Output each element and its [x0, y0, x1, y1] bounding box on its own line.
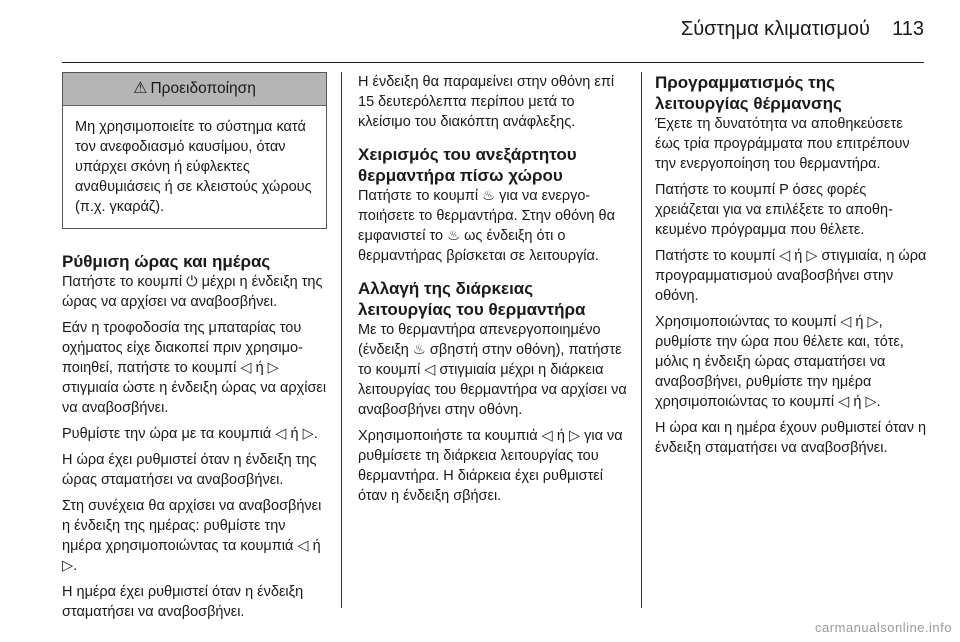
paragraph: Στη συνέχεια θα αρχίσει να αναβοσβήνει η ένδειξη της ημέρας: ρυθμίστε την ημέρα χρησιμοποιώντας τα κουμπιά ◁ ή ▷. — [62, 498, 322, 574]
warning-header — [63, 73, 326, 106]
section-title: Προγραμματισμός της λειτουργίας θέρμανσης — [655, 73, 842, 113]
column-divider-2 — [641, 72, 642, 608]
paragraph: Χρησιμοποιήστε τα κουμπιά ◁ ή ▷ για να ρυθμίσετε τη διάρκεια λειτουργίας του θερμαντήρα. Η διάρκεια έχει ρυθμιστεί όταν η ένδειξη σβήσει. — [358, 428, 623, 504]
page-header-title: Σύστημα κλιματισμού — [680, 18, 870, 40]
paragraph: Πατήστε το κουμπί P όσες φορές χρειάζεται για να επιλέξετε το αποθηκευμένο πρόγραμμα που θέλετε. — [655, 182, 893, 238]
warning-box — [62, 72, 327, 229]
paragraph: Ρυθμίστε την ώρα με τα κουμπιά ◁ ή ▷. — [62, 426, 318, 442]
paragraph: Πατήστε το κουμπί ⏻ μέχρι η ένδειξη της ώρας να αρχίσει να αναβοσβήνει. — [62, 274, 323, 310]
warning-title: Προειδοποίηση — [150, 80, 256, 97]
column-divider-1 — [341, 72, 342, 608]
footer-watermark: carmanualsonline.info — [815, 620, 952, 635]
column-2 — [358, 72, 628, 512]
warning-text: Μη χρησιμοποιείτε το σύστημα κατά τον ανεφοδιασμό καυσίμου, όταν υπάρχει σκόνη ή εύφλεκτες αναθυμιάσεις ή σε κλειστούς χώρους (π.χ. γκαράζ). — [75, 119, 312, 215]
section-rear-heater — [358, 144, 628, 266]
header-rule — [62, 62, 924, 63]
section-title: Αλλαγή της διάρκειας λειτουργίας του θερμαντήρα — [358, 279, 586, 319]
paragraph: Η ένδειξη θα παραμείνει στην οθόνη επί 15 δευτερόλεπτα περίπου μετά το κλείσιμο του διακόπτη ανάφλεξης. — [358, 74, 615, 130]
page-number: 113 — [892, 18, 924, 40]
paragraph: Η ημέρα έχει ρυθμιστεί όταν η ένδειξη σταματήσει να αναβοσβήνει. — [62, 584, 304, 620]
section-heater-duration — [358, 278, 628, 506]
paragraph: Εάν η τροφοδοσία της μπαταρίας του οχήματος είχε διακοπεί πριν χρησιμοποιηθεί, πατήστε το κουμπί ◁ ή ▷ στιγμιαία ώστε η ένδειξη ώρας να αρχίσει να αναβοσβήνει. — [62, 320, 327, 416]
paragraph: Η ώρα και η ημέρα έχουν ρυθμιστεί όταν η ένδειξη σταματήσει να αναβοσβήνει. — [655, 420, 927, 456]
section-title: Χειρισμός του ανεξάρτητου θερμαντήρα πίσω χώρου — [358, 145, 577, 185]
column-1 — [62, 72, 327, 628]
paragraph: Η ώρα έχει ρυθμιστεί όταν η ένδειξη της ώρας σταματήσει να αναβοσβήνει. — [62, 452, 317, 488]
column-3 — [655, 72, 927, 464]
paragraph: Πατήστε το κουμπί ◁ ή ▷ στιγμιαία, η ώρα προγραμματισμού αναβοσβήνει στην οθόνη. — [655, 248, 927, 304]
paragraph: Έχετε τη δυνατότητα να αποθηκεύσετε έως τρία προγράμματα που επιτρέπουν την ενεργοποίηση του θερμαντήρα. — [655, 116, 910, 172]
paragraph: Πατήστε το κουμπί ♨ για να ενεργοποιήσετε το θερμαντήρα. Στην οθόνη θα εμφανιστεί το ♨ ως ένδειξη ότι ο θερμαντήρας βρίσκεται σε λειτουργία. — [358, 188, 615, 264]
section-time-day — [62, 251, 327, 622]
paragraph: Με το θερμαντήρα απενεργοποιημένο (ένδειξη ♨ σβηστή στην οθόνη), πατήστε το κουμπί ◁ στιγμιαία μέχρι η διάρκεια λειτουργίας του θερμαντήρα να αρχίσει να αναβοσβήνει στην οθόνη. — [358, 322, 627, 418]
paragraph: Χρησιμοποιώντας το κουμπί ◁ ή ▷, ρυθμίστε την ώρα που θέλετε και, τότε, μόλις η ένδειξη ώρας σταματήσει να αναβοσβήνει, ρυθμίστε την ημέρα χρησιμοποιώντας το κουμπί ◁ ή ▷. — [655, 314, 904, 410]
warning-icon: ⚠ — [133, 80, 148, 97]
section-heating-programming — [655, 72, 927, 458]
section-title: Ρύθμιση ώρας και ημέρας — [62, 252, 271, 271]
